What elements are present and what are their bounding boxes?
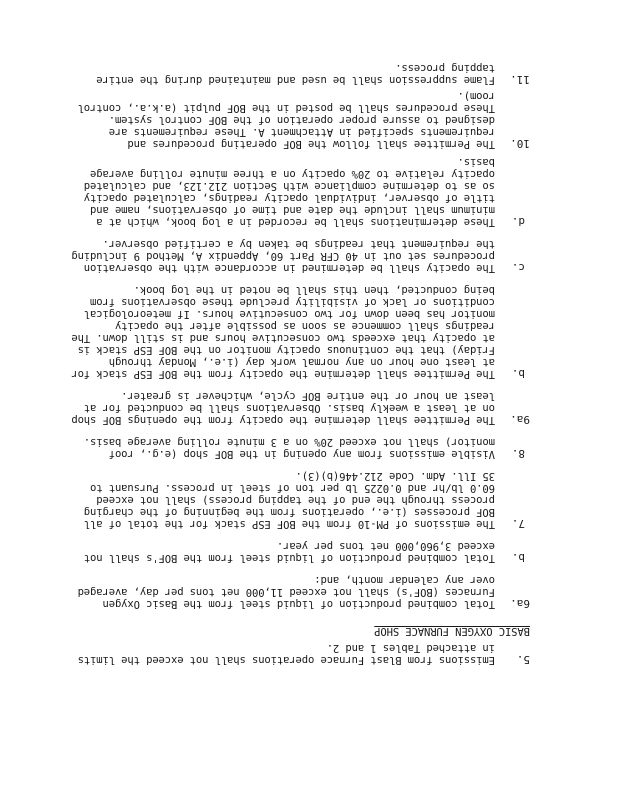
condition-text-line: requirements specified in Attachment A. These requirements are [108, 126, 495, 138]
condition-text-line: 35 Ill. Adm. Code 212.446(b)(3). [295, 470, 495, 482]
condition-number: 11. [510, 73, 530, 86]
section-heading: BASIC OXYGEN FURNACE SHOP [374, 625, 530, 637]
condition-text-line: minimum shall include the date and time of observations, name and [90, 204, 495, 216]
condition-text-line: The Permittee shall determine the opacity from the openings BOF shop [71, 414, 495, 426]
condition-text-line: The emissions of PM-10 from the BOF ESP stack for the total of all [83, 518, 495, 530]
condition-number: 10. [510, 137, 530, 150]
condition-text-line: procedures set out in 40 CFR Part 60, Appendix A, Method 9 including [71, 250, 495, 262]
condition-text-line: at least one hour on any normal work day (i.e., Monday through [108, 356, 495, 368]
condition-text-line: monitor) shall not exceed 20% on a 3 minute rolling average basis. [83, 436, 495, 448]
condition-text-line: Friday) that the continuous opacity monitor on the BOF ESP stack is [77, 344, 495, 356]
condition-text-line: BOF processes (i.e., operations from the beginning of the charging [83, 506, 495, 518]
condition-text-line: basis. [457, 156, 495, 168]
condition-text-line: Flame suppression shall be used and maintained during the entire [96, 74, 495, 86]
condition-text-line: opacity relative to 20% opacity on a three minute rolling average [90, 168, 495, 180]
condition-text-line: Total combined production of liquid steel from the BOF's shall not [83, 552, 495, 564]
condition-text-line: least an hour or the entire BOF cycle, whichever is greater. [121, 390, 495, 402]
condition-text-line: exceed 3,960,000 net tons per year. [277, 540, 495, 552]
condition-text-line: on at least a weekly basis. Observations shall be conducted for at [83, 402, 495, 414]
condition-text-line: at opacity that exceeds two consecutive hours and is still down. The [71, 332, 495, 344]
condition-number: 6a. [510, 597, 530, 610]
condition-text-line: the requirement that readings be taken by a certified observer. [102, 238, 495, 250]
condition-text-line: The Permittee shall determine the opacity from the BOF ESP stack for [71, 368, 495, 380]
condition-number: 8. [511, 447, 525, 460]
condition-text-line: being conducted, then this shall be noted in the log book. [133, 284, 495, 296]
condition-text-line: readings shall commence as soon as possible after the opacity [115, 320, 495, 332]
condition-text-line: so as to determine compliance with Section 212.123, and calculated [83, 180, 495, 192]
condition-number: 7. [511, 517, 525, 530]
condition-text-line: Furnaces (BOF's) shall not exceed 11,000 net tons per day, averaged [77, 586, 495, 598]
condition-text-line: Emissions from Blast Furnace operations shall not exceed the limits [77, 654, 495, 666]
condition-text-line: in attached Tables 1 and 2. [326, 642, 495, 654]
condition-number: 9a. [510, 413, 530, 426]
condition-text-line: These procedures shall be posted in the BOF pulpit (a.k.a., control [77, 102, 495, 114]
condition-text-line: over any calendar month, and: [314, 574, 495, 586]
condition-text-line: These determinations shall be recorded in a log book, which at a [96, 216, 495, 228]
condition-text-line: conditions or lack of visibility preclude these observations from [90, 296, 495, 308]
condition-text-line: room). [457, 90, 495, 102]
condition-text-line: The Permittee shall follow the BOF operating procedures and [127, 138, 495, 150]
condition-number: c. [511, 261, 525, 274]
condition-number: b. [511, 367, 525, 380]
condition-text-line: monitor has been down for two consecutive hours. If meteorological [83, 308, 495, 320]
condition-number: b. [511, 551, 525, 564]
condition-text-line: designed to assure proper operation of the BOF control system. [108, 114, 495, 126]
condition-text-line: Visible emissions from any opening in the BOF shop (e.g., roof [108, 448, 495, 460]
condition-number: d. [511, 215, 525, 228]
condition-text-line: process through the end of the tapping process) shall not exceed [96, 494, 495, 506]
condition-text-line: The opacity shall be determined in accordance with the observation [83, 262, 495, 274]
condition-text-line: 60.0 lb/hr and 0.0225 lb per ton of steel in process. Pursuant to [90, 482, 495, 494]
condition-text-line: tapping process. [395, 62, 495, 74]
condition-text-line: title of observer, individual opacity readings, calculated opacity [83, 192, 495, 204]
condition-text-line: Total combined production of liquid steel from the Basic Oxygen [102, 598, 495, 610]
condition-number: 5. [516, 653, 530, 666]
